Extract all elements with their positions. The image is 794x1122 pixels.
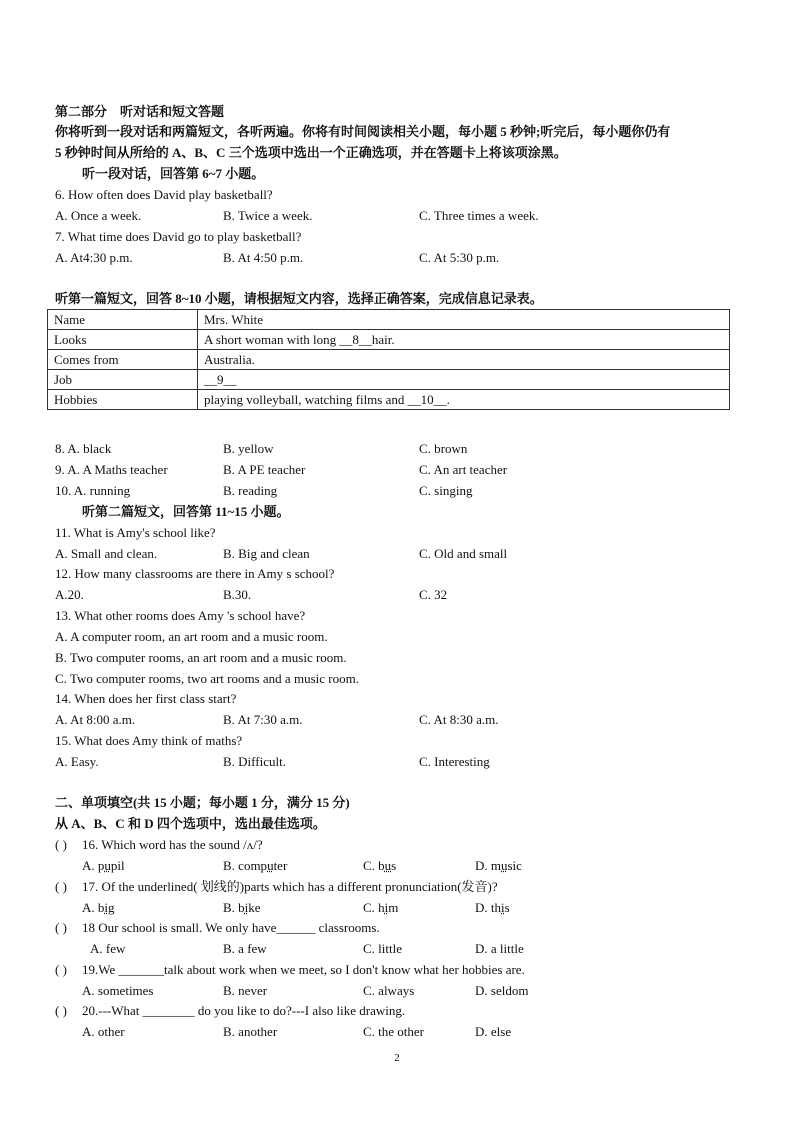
option-18d: D. a little	[475, 941, 524, 956]
question-15: 15. What does Amy think of maths?	[55, 733, 243, 748]
option-12c: C. 32	[419, 587, 448, 602]
answer-paren-20: ( )	[55, 1003, 67, 1018]
page-number: 2	[394, 1052, 400, 1064]
option-17d: D. this	[475, 900, 510, 915]
table-value: Mrs. White	[198, 310, 730, 330]
passage1-instruction: 听第一篇短文，回答 8~10 小题，请根据短文内容，选择正确答案，完成信息记录表。	[55, 291, 543, 306]
info-record-table	[47, 309, 730, 410]
option-16a: A. pupil	[82, 858, 125, 873]
option-20c: C. the other	[363, 1024, 425, 1039]
option-17a: A. big	[82, 900, 115, 915]
option-12b: B.30.	[223, 587, 252, 602]
question-18: 18 Our school is small. We only have______ classrooms.	[82, 920, 380, 935]
option-16d: D. music	[475, 858, 522, 873]
option-9a: 9. A. A Maths teacher	[55, 462, 168, 477]
option-17c: C. him	[363, 900, 399, 915]
table-label: Comes from	[48, 350, 198, 370]
question-7: 7. What time does David go to play basketball?	[55, 229, 302, 244]
table-value: A short woman with long __8__hair.	[198, 330, 730, 350]
table-row	[48, 370, 730, 390]
section2-heading: 二、单项填空(共 15 小题；每小题 1 分，满分 15 分)	[55, 795, 350, 810]
option-8b: B. yellow	[223, 441, 274, 456]
part2-intro-line1: 你将听到一段对话和两篇短文，各听两遍。你将有时间阅读相关小题，每小题 5 秒钟;听完后，每小题你仍有	[55, 124, 671, 139]
option-19c: C. always	[363, 983, 415, 998]
answer-paren-17: ( )	[55, 879, 67, 894]
table-row	[48, 310, 730, 330]
table-row	[48, 350, 730, 370]
option-8c: C. brown	[419, 441, 468, 456]
question-13: 13. What other rooms does Amy 's school have?	[55, 608, 306, 623]
option-18b: B. a few	[223, 941, 267, 956]
question-11: 11. What is Amy's school like?	[55, 525, 216, 540]
option-20b: B. another	[223, 1024, 278, 1039]
question-19: 19.We _______talk about work when we meet, so I don't know what her hobbies are.	[82, 962, 525, 977]
answer-paren-19: ( )	[55, 962, 67, 977]
table-row	[48, 390, 730, 410]
question-16: 16. Which word has the sound /ʌ/?	[82, 837, 263, 852]
option-17b: B. bike	[223, 900, 261, 915]
option-8a: 8. A. black	[55, 441, 112, 456]
option-15b: B. Difficult.	[223, 754, 286, 769]
option-20d: D. else	[475, 1024, 512, 1039]
option-11c: C. Old and small	[419, 546, 508, 561]
passage2-instruction: 听第二篇短文，回答第 11~15 小题。	[82, 504, 290, 519]
option-6a: A. Once a week.	[55, 208, 142, 223]
table-label: Hobbies	[48, 390, 198, 410]
option-7a: A. At4:30 p.m.	[55, 250, 133, 265]
table-value: playing volleyball, watching films and __10__.	[198, 390, 730, 410]
option-10b: B. reading	[223, 483, 278, 498]
option-11b: B. Big and clean	[223, 546, 310, 561]
option-16b: B. computer	[223, 858, 288, 873]
table-value: Australia.	[198, 350, 730, 370]
question-17: 17. Of the underlined( 划线的)parts which has a different pronunciation(发音)?	[82, 879, 498, 894]
option-15c: C. Interesting	[419, 754, 490, 769]
table-value: __9__	[198, 370, 730, 390]
option-20a: A. other	[82, 1024, 125, 1039]
option-6b: B. Twice a week.	[223, 208, 313, 223]
option-19b: B. never	[223, 983, 268, 998]
option-14b: B. At 7:30 a.m.	[223, 712, 303, 727]
section2-instruction: 从 A、B、C 和 D 四个选项中，选出最佳选项。	[55, 816, 326, 831]
option-14a: A. At 8:00 a.m.	[55, 712, 136, 727]
answer-paren-18: ( )	[55, 920, 67, 935]
option-13b: B. Two computer rooms, an art room and a music room.	[55, 650, 347, 665]
table-label: Job	[48, 370, 198, 390]
option-19d: D. seldom	[475, 983, 529, 998]
question-6: 6. How often does David play basketball?	[55, 187, 273, 202]
option-15a: A. Easy.	[55, 754, 99, 769]
option-10c: C. singing	[419, 483, 473, 498]
option-10a: 10. A. running	[55, 483, 131, 498]
option-16c: C. bus	[363, 858, 397, 873]
option-6c: C. Three times a week.	[419, 208, 539, 223]
option-9c: C. An art teacher	[419, 462, 508, 477]
table-label: Looks	[48, 330, 198, 350]
part2-intro-line2: 5 秒钟时间从所给的 A、B、C 三个选项中选出一个正确选项，并在答题卡上将该项涂黑。	[55, 145, 567, 160]
question-12: 12. How many classrooms are there in Amy s school?	[55, 566, 335, 581]
option-7b: B. At 4:50 p.m.	[223, 250, 304, 265]
option-13a: A. A computer room, an art room and a music room.	[55, 629, 328, 644]
option-18a: A. few	[90, 941, 126, 956]
option-12a: A.20.	[55, 587, 84, 602]
option-19a: A. sometimes	[82, 983, 154, 998]
option-7c: C. At 5:30 p.m.	[419, 250, 500, 265]
option-13c: C. Two computer rooms, two art rooms and a music room.	[55, 671, 359, 686]
option-9b: B. A PE teacher	[223, 462, 306, 477]
table-row	[48, 330, 730, 350]
dialog-instruction: 听一段对话，回答第 6~7 小题。	[82, 166, 265, 181]
part2-heading: 第二部分 听对话和短文答题	[55, 104, 225, 119]
question-14: 14. When does her first class start?	[55, 691, 237, 706]
question-20: 20.---What ________ do you like to do?---I also like drawing.	[82, 1003, 406, 1018]
option-14c: C. At 8:30 a.m.	[419, 712, 499, 727]
answer-paren-16: ( )	[55, 837, 67, 852]
option-11a: A. Small and clean.	[55, 546, 158, 561]
option-18c: C. little	[363, 941, 402, 956]
table-label: Name	[48, 310, 198, 330]
